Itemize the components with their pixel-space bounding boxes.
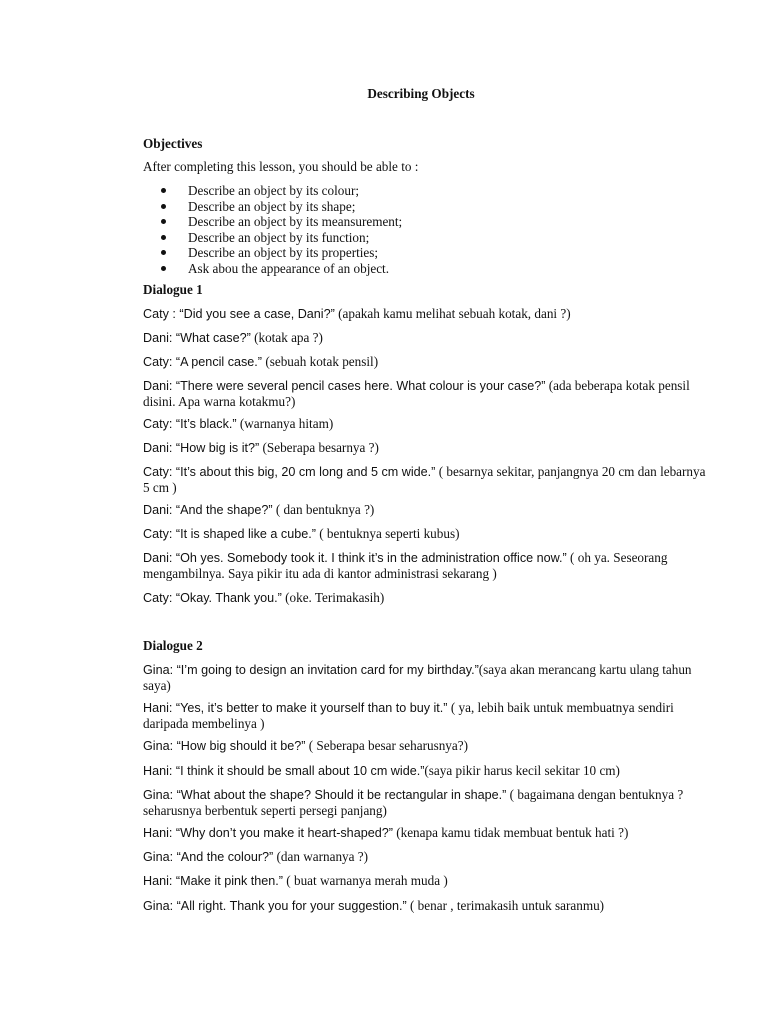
objective-item [161, 261, 402, 277]
dialogue-line: Dani: “And the shape?” ( dan bentuknya ?) [143, 502, 375, 517]
dialogue-line: Gina: “And the colour?” (dan warnanya ?) [143, 849, 369, 864]
objectives-list [161, 183, 402, 276]
dialogue-1-heading: Dialogue 1 [143, 282, 203, 297]
objective-text: Describe an object by its properties; [188, 245, 379, 260]
dialogue-line: Caty: “A pencil case.” (sebuah kotak pensil) [143, 354, 379, 369]
dialogue-line: Dani: “What case?” (kotak apa ?) [143, 330, 323, 345]
objective-item [161, 230, 402, 246]
objectives-intro: After completing this lesson, you should be able to : [143, 159, 419, 174]
bullet-icon [161, 188, 166, 193]
dialogue-line: Gina: “I’m going to design an invitation card for my birthday.”(saya akan merancang kartu ulang tahun saya) [143, 662, 692, 693]
objective-text: Describe an object by its meansurement; [188, 214, 403, 229]
dialogue-line: Caty: “It is shaped like a cube.” ( bentuknya seperti kubus) [143, 526, 460, 541]
dialogue-line: Gina: “How big should it be?” ( Seberapa besar seharusnya?) [143, 738, 468, 753]
dialogue-line: Hani: “Make it pink then.” ( buat warnanya merah muda ) [143, 873, 448, 888]
dialogue-line: Caty: “Okay. Thank you.” (oke. Terimakasih) [143, 590, 385, 605]
dialogue-line: Gina: “What about the shape? Should it be rectangular in shape.” ( bagaimana dengan bentuknya ? seharusnya berbentuk seperti persegi panjang) [143, 787, 684, 818]
bullet-icon [161, 219, 166, 224]
dialogue-line: Dani: “There were several pencil cases here. What colour is your case?” (ada beberapa kotak pensil disini. Apa warna kotakmu?) [143, 378, 690, 409]
bullet-icon [161, 266, 166, 271]
dialogue-line: Caty: “It’s black.” (warnanya hitam) [143, 416, 334, 431]
dialogue-line: Dani: “How big is it?” (Seberapa besarnya ?) [143, 440, 379, 455]
dialogue-line: Gina: “All right. Thank you for your suggestion.” ( benar , terimakasih untuk saranmu) [143, 898, 605, 913]
dialogue-line: Hani: “Why don’t you make it heart-shaped?” (kenapa kamu tidak membuat bentuk hati ?) [143, 825, 629, 840]
document-title: Describing Objects [367, 86, 475, 101]
objective-item [161, 245, 402, 261]
objectives-heading: Objectives [143, 136, 203, 151]
objective-text: Ask abou the appearance of an object. [188, 260, 390, 276]
objective-item [161, 183, 402, 199]
objective-text: Describe an object by its colour; [188, 183, 360, 198]
dialogue-line: Hani: “Yes, it’s better to make it yourself than to buy it.” ( ya, lebih baik untuk membuatnya sendiri daripada membelinya ) [143, 700, 674, 731]
dialogue-2-heading: Dialogue 2 [143, 638, 203, 653]
objective-item [161, 199, 402, 215]
dialogue-line: Dani: “Oh yes. Somebody took it. I think it’s in the administration office now.” ( oh ya. Seseorang mengambilnya. Saya pikir itu ada di kantor administrasi sekarang ) [143, 550, 668, 581]
dialogue-line: Caty: “It’s about this big, 20 cm long and 5 cm wide.” ( besarnya sekitar, panjangnya 20 cm dan lebarnya 5 cm ) [143, 464, 706, 495]
dialogue-line: Hani: “I think it should be small about 10 cm wide.”(saya pikir harus kecil sekitar 10 cm) [143, 763, 620, 778]
dialogue-line: Caty : “Did you see a case, Dani?” (apakah kamu melihat sebuah kotak, dani ?) [143, 306, 571, 321]
bullet-icon [161, 250, 166, 255]
objective-text: Describe an object by its shape; [188, 198, 356, 214]
objective-text: Describe an object by its function; [188, 229, 370, 245]
bullet-icon [161, 235, 166, 240]
objective-item [161, 214, 402, 230]
bullet-icon [161, 204, 166, 209]
